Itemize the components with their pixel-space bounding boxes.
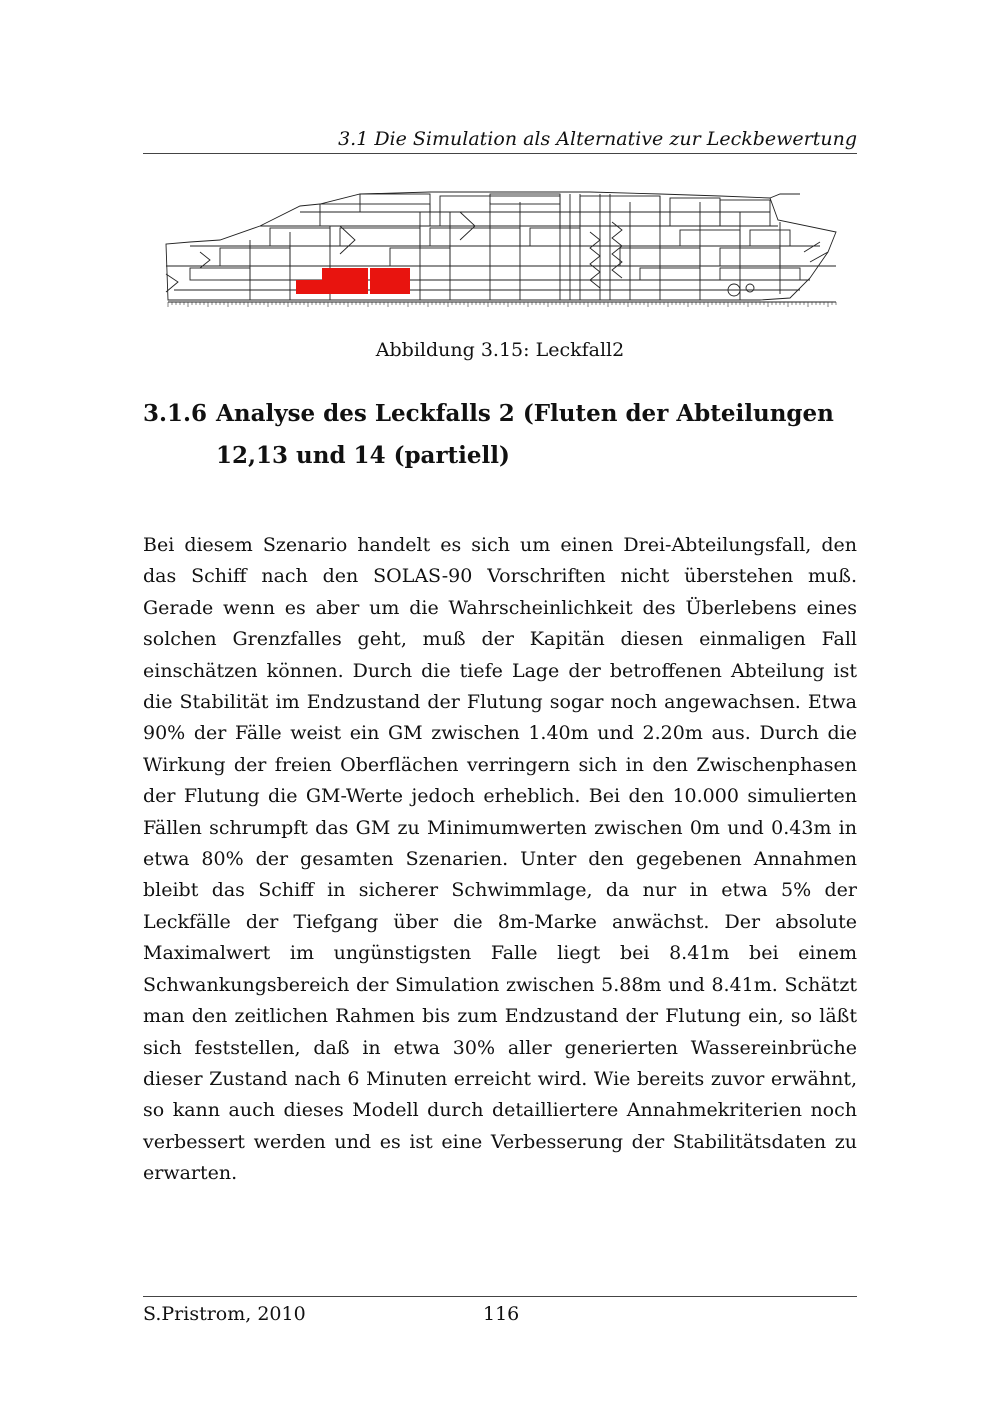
ship-leak-figure — [160, 182, 840, 312]
ship-profile-drawing — [160, 182, 840, 312]
flooded-compartments — [296, 268, 410, 294]
body-paragraph: Bei diesem Szenario handelt es sich um einen Drei-Abteilungsfall, den das Schiff nach den SOLAS-90 Vorschriften nicht überstehen muß. Gerade wenn es aber um die Wahrscheinlichkeit des Überlebens eines solchen Grenzfalles geht, muß der Kapitän diesen einmaligen Fall einschätzen können. Durch die tiefe Lage der betroffenen Abteilung ist die Stabilität im Endzustand der Flutung sogar noch angewachsen. Etwa 90% der Fälle weist ein GM zwischen 1.40m und 2.20m aus. Durch die Wirkung der freien Oberflächen verringern sich in den Zwischenphasen der Flutung die GM-Werte jedoch erheblich. Bei den 10.000 simulierten Fällen schrumpft das GM zu Minimumwerten zwischen 0m und 0.43m in etwa 80% der gesamten Szenarien. Unter den gegebenen Annahmen bleibt das Schiff in sicherer Schwimmlage, da nur in etwa 5% der Leckfälle der Tiefgang über die 8m-Marke anwächst. Der absolute Maximalwert im ungünstigsten Falle liegt bei 8.41m bei einem Schwankungsbereich der Simulation zwischen 5.88m und 8.41m. Schätzt man den zeitlichen Rahmen bis zum Endzustand der Flutung ein, so läßt sich feststellen, daß in etwa 30% aller generierten Wassereinbrüche dieser Zustand nach 6 Minuten erreicht wird. Wie bereits zuvor erwähnt, so kann auch dieses Modell durch detailliertere Annahmekriterien noch verbessert werden und es ist eine Verbesserung der Stabilitätsdaten zu erwarten. — [143, 534, 857, 1185]
header-rule — [143, 153, 857, 154]
footer-author: S.Pristrom, 2010 — [143, 1303, 306, 1325]
running-header: 3.1 Die Simulation als Alternative zur Leckbewertung — [338, 128, 857, 150]
flooded-compartment-14-partial — [370, 268, 410, 294]
section-title: Analyse des Leckfalls 2 (Fluten der Abteilungen 12,13 und 14 (partiell) — [216, 400, 834, 469]
flooded-compartment-13 — [322, 268, 368, 294]
page-number: 116 — [483, 1303, 520, 1325]
section-number: 3.1.6 — [143, 400, 208, 427]
footer-rule — [143, 1296, 857, 1297]
section-heading — [143, 393, 857, 477]
flooded-compartment-12 — [296, 280, 322, 294]
figure-caption: Abbildung 3.15: Leckfall2 — [375, 339, 625, 361]
